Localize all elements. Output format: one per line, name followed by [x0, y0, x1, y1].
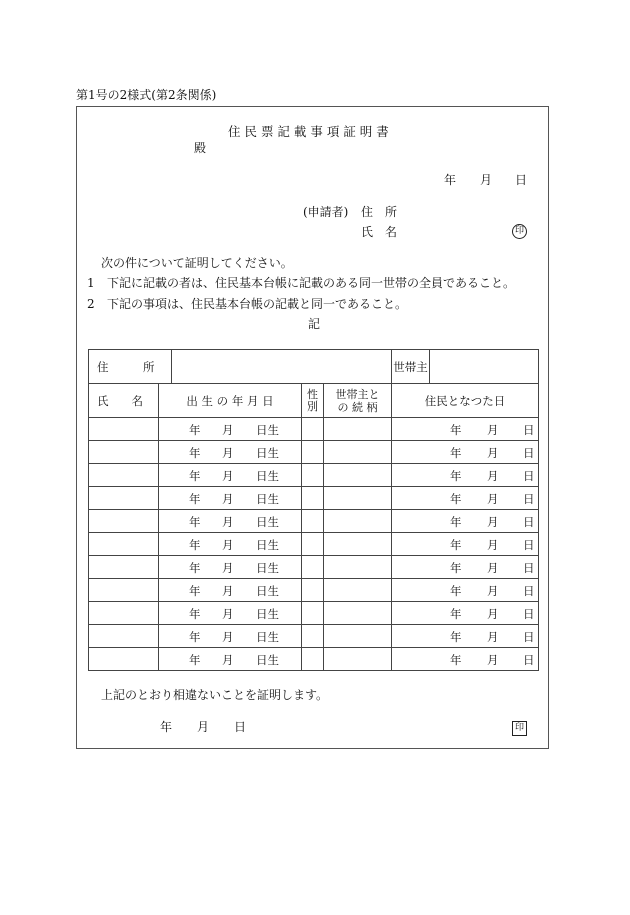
- sex-cell[interactable]: [302, 533, 324, 556]
- birth-month-label: 月: [222, 607, 234, 621]
- birth-year-label: 年: [189, 515, 201, 529]
- residence-date-cell[interactable]: [392, 602, 539, 625]
- birth-month-label: 月: [222, 630, 234, 644]
- birth-date-cell[interactable]: [159, 533, 302, 556]
- member-name-cell[interactable]: [89, 648, 159, 671]
- residence-year-label: 年: [450, 538, 462, 552]
- birth-date-cell[interactable]: [159, 464, 302, 487]
- cert-day: 日: [234, 720, 247, 734]
- residence-day-label: 日: [523, 561, 535, 575]
- column-header-row: [89, 384, 539, 418]
- sex-cell[interactable]: [302, 602, 324, 625]
- birth-month-label: 月: [222, 492, 234, 506]
- applicant-address-label: 住 所: [361, 205, 398, 219]
- birth-year-label: 年: [189, 423, 201, 437]
- residence-date-cell[interactable]: [392, 579, 539, 602]
- intro-text: 次の件について証明してください。: [101, 256, 293, 270]
- residence-month-label: 月: [487, 538, 499, 552]
- birth-day-label: 日生: [256, 607, 279, 621]
- addressee-suffix: 殿: [194, 141, 207, 155]
- birth-month-label: 月: [222, 584, 234, 598]
- member-name-cell[interactable]: [89, 556, 159, 579]
- member-row: [89, 487, 539, 510]
- sex-header: [302, 384, 324, 418]
- residence-day-label: 日: [523, 446, 535, 460]
- residence-date-cell[interactable]: [392, 648, 539, 671]
- date-month: 月: [480, 173, 493, 187]
- residence-month-label: 月: [487, 584, 499, 598]
- certifier-seal: [512, 719, 527, 736]
- sex-cell[interactable]: [302, 556, 324, 579]
- date-day: 日: [515, 173, 528, 187]
- address-label-cell: [89, 350, 172, 384]
- item-1-number: 1: [87, 276, 95, 290]
- birth-date-cell[interactable]: [159, 418, 302, 441]
- relation-cell[interactable]: [324, 556, 392, 579]
- birth-year-label: 年: [189, 561, 201, 575]
- birth-day-label: 日生: [256, 561, 279, 575]
- address-value-cell[interactable]: [172, 350, 392, 384]
- residence-day-label: 日: [523, 630, 535, 644]
- residence-day-label: 日: [523, 492, 535, 506]
- birth-year-label: 年: [189, 653, 201, 667]
- relation-header-line1: 世帯主と: [335, 387, 380, 401]
- residence-year-label: 年: [450, 584, 462, 598]
- birth-day-label: 日生: [256, 423, 279, 437]
- item-1-text: 下記に記載の者は、住民基本台帳に記載のある同一世帯の全員であること。: [107, 276, 516, 290]
- member-name-cell[interactable]: [89, 487, 159, 510]
- member-rows: [89, 418, 539, 671]
- birth-date-cell[interactable]: [159, 602, 302, 625]
- residence-day-label: 日: [523, 515, 535, 529]
- head-of-household-value-cell[interactable]: [430, 350, 539, 384]
- name-header-label: 氏 名: [97, 393, 143, 408]
- birth-day-label: 日生: [256, 630, 279, 644]
- residence-year-label: 年: [450, 607, 462, 621]
- residence-date-cell[interactable]: [392, 533, 539, 556]
- head-of-household-label-cell: [392, 350, 430, 384]
- member-row: [89, 556, 539, 579]
- birth-year-label: 年: [189, 630, 201, 644]
- applicant-label: (申請者): [303, 205, 349, 219]
- birth-date-cell[interactable]: [159, 556, 302, 579]
- birth-month-label: 月: [222, 423, 234, 437]
- residence-date-cell[interactable]: [392, 487, 539, 510]
- household-table: [88, 349, 539, 671]
- birth-date-cell[interactable]: [159, 625, 302, 648]
- birth-year-label: 年: [189, 607, 201, 621]
- sex-cell[interactable]: [302, 510, 324, 533]
- relation-header: [324, 384, 392, 418]
- form-title: 住 民 票 記 載 事 項 証 明 書: [228, 124, 389, 139]
- member-row: [89, 648, 539, 671]
- sex-cell[interactable]: [302, 487, 324, 510]
- birth-year-label: 年: [189, 446, 201, 460]
- birth-month-label: 月: [222, 538, 234, 552]
- residence-date-cell[interactable]: [392, 464, 539, 487]
- member-row: [89, 625, 539, 648]
- official-seal-mark: 印: [512, 721, 527, 736]
- sex-cell[interactable]: [302, 464, 324, 487]
- sex-cell[interactable]: [302, 441, 324, 464]
- relation-cell[interactable]: [324, 625, 392, 648]
- birth-header-label: 出 生 の 年 月 日: [186, 393, 274, 408]
- sex-header-line2: 別: [307, 399, 318, 413]
- residence-year-label: 年: [450, 469, 462, 483]
- residence-day-label: 日: [523, 538, 535, 552]
- residence-day-label: 日: [523, 584, 535, 598]
- birth-year-label: 年: [189, 492, 201, 506]
- residence-date-cell[interactable]: [392, 556, 539, 579]
- birth-month-label: 月: [222, 469, 234, 483]
- birth-date-cell[interactable]: [159, 510, 302, 533]
- member-name-cell[interactable]: [89, 464, 159, 487]
- residence-year-label: 年: [450, 515, 462, 529]
- birth-day-label: 日生: [256, 469, 279, 483]
- relation-cell[interactable]: [324, 464, 392, 487]
- member-row: [89, 418, 539, 441]
- relation-cell[interactable]: [324, 648, 392, 671]
- birth-day-label: 日生: [256, 515, 279, 529]
- birth-day-label: 日生: [256, 584, 279, 598]
- relation-cell[interactable]: [324, 441, 392, 464]
- member-name-cell[interactable]: [89, 579, 159, 602]
- residence-month-label: 月: [487, 561, 499, 575]
- member-name-cell[interactable]: [89, 441, 159, 464]
- member-row: [89, 441, 539, 464]
- birth-day-label: 日生: [256, 653, 279, 667]
- birth-year-label: 年: [189, 469, 201, 483]
- applicant-name-label: 氏 名: [361, 225, 398, 239]
- sex-cell[interactable]: [302, 418, 324, 441]
- residence-month-label: 月: [487, 423, 499, 437]
- name-header: [89, 384, 159, 418]
- residence-day-label: 日: [523, 469, 535, 483]
- sex-cell[interactable]: [302, 648, 324, 671]
- sex-header-line1: 性: [307, 387, 318, 401]
- residence-date-cell[interactable]: [392, 625, 539, 648]
- cert-year: 年: [160, 720, 173, 734]
- residence-day-label: 日: [523, 607, 535, 621]
- birth-day-label: 日生: [256, 492, 279, 506]
- residence-date-cell[interactable]: [392, 441, 539, 464]
- residence-date-header: [392, 384, 539, 418]
- seal-mark: 印: [512, 224, 527, 239]
- birth-date-cell[interactable]: [159, 487, 302, 510]
- residence-day-label: 日: [523, 423, 535, 437]
- birth-date-cell[interactable]: [159, 648, 302, 671]
- residence-month-label: 月: [487, 653, 499, 667]
- relation-cell[interactable]: [324, 602, 392, 625]
- birth-year-label: 年: [189, 538, 201, 552]
- residence-month-label: 月: [487, 515, 499, 529]
- item-2-number: 2: [87, 297, 95, 311]
- residence-year-label: 年: [450, 630, 462, 644]
- address-row: [89, 350, 539, 384]
- residence-date-cell[interactable]: [392, 510, 539, 533]
- member-row: [89, 533, 539, 556]
- residence-date-cell[interactable]: [392, 418, 539, 441]
- member-row: [89, 464, 539, 487]
- head-of-household-label: 世帯主: [393, 359, 428, 374]
- residence-month-label: 月: [487, 607, 499, 621]
- residence-month-label: 月: [487, 469, 499, 483]
- birth-month-label: 月: [222, 653, 234, 667]
- birth-day-label: 日生: [256, 538, 279, 552]
- member-name-cell[interactable]: [89, 602, 159, 625]
- birth-header: [159, 384, 302, 418]
- member-row: [89, 602, 539, 625]
- birth-month-label: 月: [222, 515, 234, 529]
- relation-cell[interactable]: [324, 510, 392, 533]
- residence-year-label: 年: [450, 653, 462, 667]
- date-year: 年: [444, 173, 457, 187]
- relation-cell[interactable]: [324, 418, 392, 441]
- residence-month-label: 月: [487, 446, 499, 460]
- member-row: [89, 510, 539, 533]
- birth-year-label: 年: [189, 584, 201, 598]
- residence-month-label: 月: [487, 630, 499, 644]
- residence-year-label: 年: [450, 492, 462, 506]
- residence-year-label: 年: [450, 446, 462, 460]
- applicant-seal: [512, 222, 527, 239]
- member-name-cell[interactable]: [89, 418, 159, 441]
- address-label: 住 所: [97, 359, 155, 374]
- certification-text: 上記のとおり相違ないことを証明します。: [101, 688, 329, 702]
- birth-date-cell[interactable]: [159, 441, 302, 464]
- sex-cell[interactable]: [302, 579, 324, 602]
- birth-day-label: 日生: [256, 446, 279, 460]
- sex-cell[interactable]: [302, 625, 324, 648]
- birth-month-label: 月: [222, 561, 234, 575]
- relation-cell[interactable]: [324, 487, 392, 510]
- item-2-text: 下記の事項は、住民基本台帳の記載と同一であること。: [107, 297, 408, 311]
- birth-month-label: 月: [222, 446, 234, 460]
- residence-year-label: 年: [450, 561, 462, 575]
- residence-day-label: 日: [523, 653, 535, 667]
- ki-heading: 記: [308, 317, 321, 331]
- cert-month: 月: [197, 720, 210, 734]
- residence-date-header-label: 住民となつた日: [424, 393, 506, 408]
- member-name-cell[interactable]: [89, 510, 159, 533]
- member-name-cell[interactable]: [89, 533, 159, 556]
- birth-date-cell[interactable]: [159, 579, 302, 602]
- residence-year-label: 年: [450, 423, 462, 437]
- relation-cell[interactable]: [324, 579, 392, 602]
- member-name-cell[interactable]: [89, 625, 159, 648]
- form-number: 第1号の2様式(第2条関係): [76, 88, 217, 102]
- relation-cell[interactable]: [324, 533, 392, 556]
- relation-header-line2: の 続 柄: [337, 400, 378, 414]
- residence-month-label: 月: [487, 492, 499, 506]
- member-row: [89, 579, 539, 602]
